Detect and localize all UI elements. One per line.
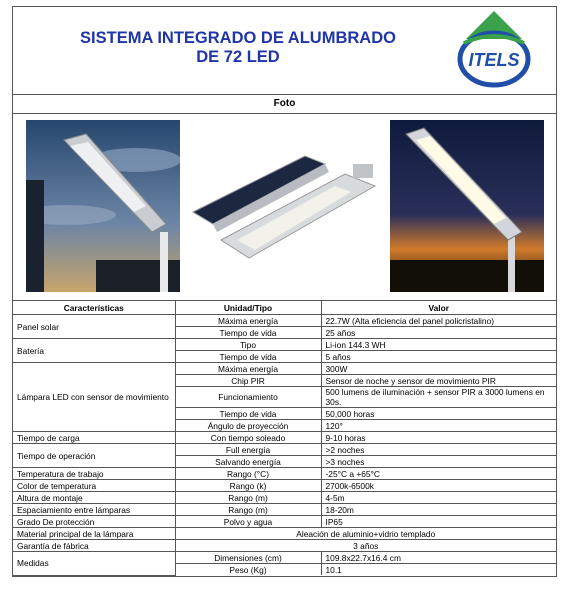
streetlight-dusk-photo — [26, 120, 180, 292]
product-render-photo — [185, 136, 383, 266]
table-row — [13, 504, 556, 516]
table-cell: 5 años — [321, 351, 556, 363]
table-cell: 4-5m — [321, 492, 556, 504]
table-cell: Chip PIR — [175, 375, 321, 387]
table-cell: Ángulo de proyección — [175, 420, 321, 432]
table-cell: Rango (m) — [175, 492, 321, 504]
table-row — [13, 444, 556, 456]
table-cell: Máxima energía — [175, 363, 321, 375]
table-row — [13, 363, 556, 375]
table-cell: 120° — [321, 420, 556, 432]
table-cell: 109.8x22.7x16.4 cm — [321, 552, 556, 564]
spec-table — [13, 301, 556, 576]
row-label-protection: Grado De protección — [13, 516, 175, 528]
table-cell: Funcionamiento — [175, 387, 321, 408]
table-cell: Con tiempo soleado — [175, 432, 321, 444]
table-cell: 9-10 horas — [321, 432, 556, 444]
table-cell: 50,000 horas — [321, 408, 556, 420]
row-label-material: Material principal de la lámpara — [13, 528, 175, 540]
table-cell: >3 noches — [321, 456, 556, 468]
spec-sheet — [12, 6, 557, 577]
table-cell: 2700k-6500k — [321, 480, 556, 492]
header — [13, 7, 556, 95]
itels-logo — [452, 9, 536, 91]
table-row — [13, 552, 556, 564]
photo-gallery — [13, 114, 556, 301]
row-label-mount-height: Altura de montaje — [13, 492, 175, 504]
row-label-operation-time: Tiempo de operación — [13, 444, 175, 468]
table-row — [13, 516, 556, 528]
streetlight-sunset-photo — [390, 120, 544, 292]
table-cell: Tiempo de vida — [175, 327, 321, 339]
table-row — [13, 528, 556, 540]
table-cell: Rango (°C) — [175, 468, 321, 480]
photo-section-label: Foto — [13, 95, 556, 114]
table-cell: 3 años — [175, 540, 556, 552]
table-cell: Máxima energía — [175, 315, 321, 327]
table-cell: IP65 — [321, 516, 556, 528]
table-cell: Tipo — [175, 339, 321, 351]
table-cell: 22.7W (Alta eficiencia del panel policristalino) — [321, 315, 556, 327]
table-row — [13, 480, 556, 492]
table-row — [13, 432, 556, 444]
table-cell: 25 años — [321, 327, 556, 339]
row-label-lamp-spacing: Espaciamiento entre lámparas — [13, 504, 175, 516]
table-cell: -25°C a +65°C — [321, 468, 556, 480]
table-row — [13, 540, 556, 552]
row-label-led-lamp: Lámpara LED con sensor de movimiento — [13, 363, 175, 432]
table-row — [13, 315, 556, 327]
column-header-feature: Características — [13, 301, 175, 315]
table-cell: Tiempo de vida — [175, 351, 321, 363]
row-label-measures: Medidas — [13, 552, 175, 576]
row-label-charge-time: Tiempo de carga — [13, 432, 175, 444]
table-cell: Polvo y agua — [175, 516, 321, 528]
table-cell: >2 noches — [321, 444, 556, 456]
table-cell: Dimensiones (cm) — [175, 552, 321, 564]
row-label-solar-panel: Panel solar — [13, 315, 175, 339]
table-cell: Aleación de aluminio+vidrio templado — [175, 528, 556, 540]
table-cell: Tiempo de vida — [175, 408, 321, 420]
table-cell: Rango (k) — [175, 480, 321, 492]
row-label-battery: Batería — [13, 339, 175, 363]
table-cell: 500 lumens de iluminación + sensor PIR a 3000 lumens en 30s. — [321, 387, 556, 408]
table-header-row — [13, 301, 556, 315]
row-label-warranty: Garantía de fábrica — [13, 540, 175, 552]
table-cell: Salvando energía — [175, 456, 321, 468]
table-cell: Rango (m) — [175, 504, 321, 516]
table-row — [13, 492, 556, 504]
column-header-unit: Unidad/Tipo — [175, 301, 321, 315]
title-line-2: DE 72 LED — [196, 48, 280, 66]
page-title — [13, 29, 463, 67]
title-line-1: SISTEMA INTEGRADO DE ALUMBRADO — [80, 29, 396, 47]
column-header-value: Valor — [321, 301, 556, 315]
table-cell: Li-ion 144.3 WH — [321, 339, 556, 351]
table-cell: 300W — [321, 363, 556, 375]
table-cell: Peso (Kg) — [175, 564, 321, 576]
svg-text:ITELS: ITELS — [468, 50, 520, 70]
table-cell: Sensor de noche y sensor de movimiento PIR — [321, 375, 556, 387]
table-row — [13, 468, 556, 480]
table-cell: 10.1 — [321, 564, 556, 576]
table-row — [13, 339, 556, 351]
row-label-work-temp: Temperatura de trabajo — [13, 468, 175, 480]
row-label-color-temp: Color de temperatura — [13, 480, 175, 492]
table-cell: 18-20m — [321, 504, 556, 516]
table-cell: Full energía — [175, 444, 321, 456]
